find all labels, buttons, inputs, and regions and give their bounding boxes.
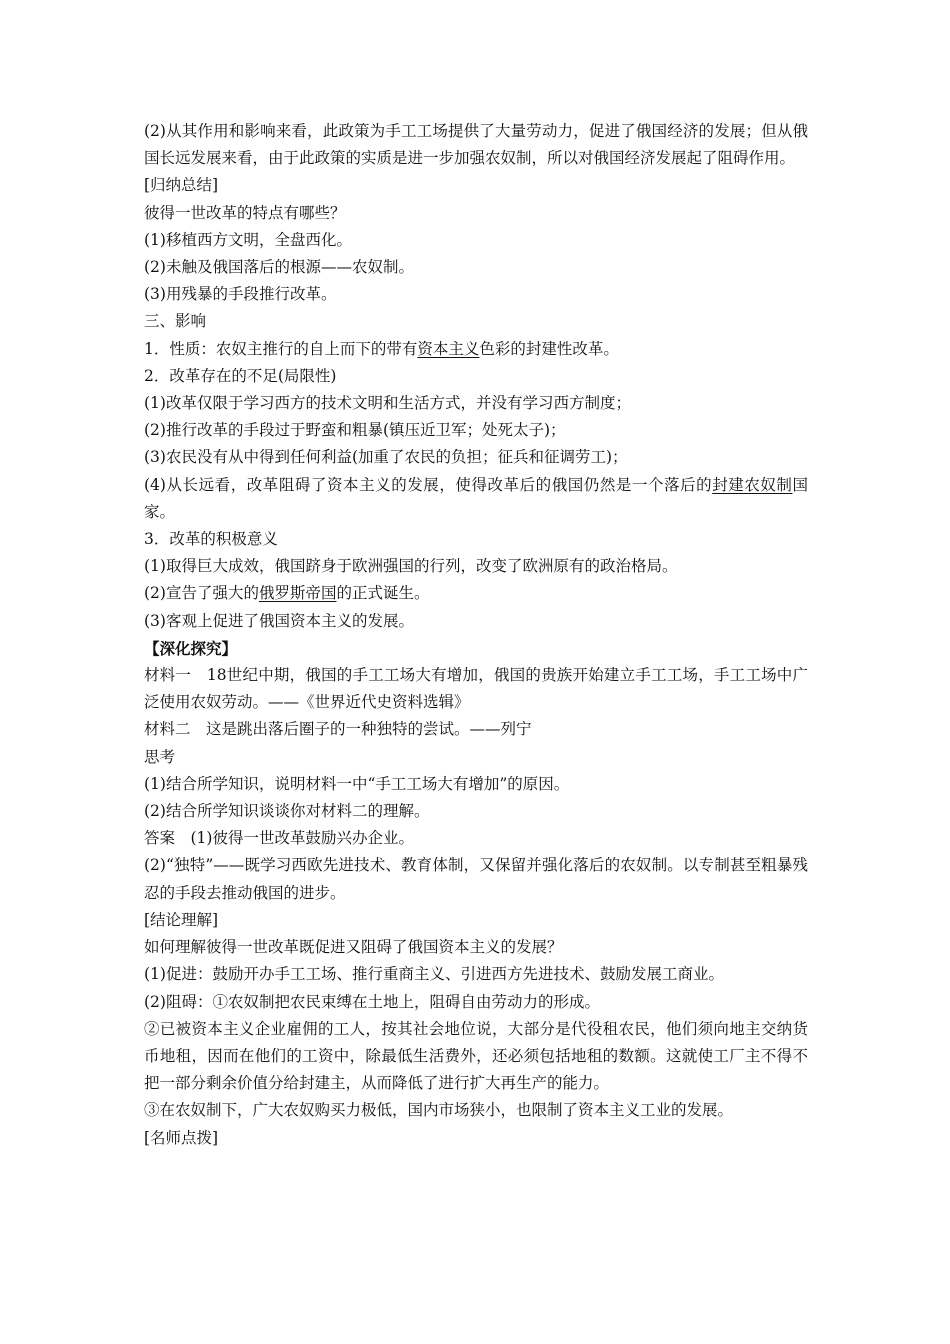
positive-item-1: (1)取得巨大成效，俄国跻身于欧洲强国的行列，改变了欧洲原有的政治格局。 bbox=[144, 557, 678, 576]
positive-2-text-a: (2)宣告了强大的 bbox=[144, 584, 259, 603]
heading-conclusion: [结论理解] bbox=[144, 910, 219, 929]
limitation-item-3: (3)农民没有从中得到任何利益(加重了农民的负担；征兵和征调劳工)； bbox=[144, 448, 628, 467]
conclusion-hinder-1: (2)阻碍：①农奴制把农民束缚在土地上，阻碍自由劳动力的形成。 bbox=[144, 992, 600, 1011]
limitation-item-4 bbox=[144, 472, 808, 526]
feature-item-1: (1)移植西方文明，全盘西化。 bbox=[144, 230, 352, 249]
underlined-russian-empire: 俄罗斯帝国 bbox=[258, 584, 337, 603]
positive-item-2 bbox=[144, 580, 808, 607]
limitation-4-text-a: (4)从长远看，改革阻碍了资本主义的发展，使得改革后的俄国仍然是一个落后的 bbox=[144, 475, 713, 494]
positive-heading: 3．改革的积极意义 bbox=[144, 530, 278, 549]
limitation-item-2: (2)推行改革的手段过于野蛮和粗暴(镇压近卫军；处死太子)； bbox=[144, 421, 566, 440]
limitation-4-text-b: 国家。 bbox=[144, 475, 808, 521]
feature-item-2: (2)未触及俄国落后的根源——农奴制。 bbox=[144, 258, 414, 277]
heading-teacher-tips: [名师点拨] bbox=[144, 1128, 219, 1147]
positive-item-3: (3)客观上促进了俄国资本主义的发展。 bbox=[144, 611, 414, 630]
limitations-heading: 2．改革存在的不足(局限性) bbox=[144, 366, 337, 385]
positive-2-text-b: 的正式诞生。 bbox=[336, 584, 430, 603]
conclusion-question: 如何理解彼得一世改革既促进又阻碍了俄国资本主义的发展？ bbox=[144, 938, 563, 957]
conclusion-promote: (1)促进：鼓励开办手工工场、推行重商主义、引进西方先进技术、鼓励发展工商业。 bbox=[144, 965, 724, 984]
material-two: 材料二 这是跳出落后圈子的一种独特的尝试。——列宁 bbox=[144, 720, 532, 739]
conclusion-hinder-2: ②已被资本主义企业雇佣的工人，按其社会地位说，大部分是代役租农民，他们须向地主交纳货币地租，因而在他们的工资中，除最低生活费外，还必须包括地租的数额。这就使工厂主不得不把一部分剩余价值分给封建主，从而降低了进行扩大再生产的能力。 bbox=[144, 1019, 808, 1093]
heading-summary: [归纳总结] bbox=[144, 176, 219, 195]
conclusion-hinder-3: ③在农奴制下，广大农奴购买力极低，国内市场狭小，也限制了资本主义工业的发展。 bbox=[144, 1101, 734, 1120]
underlined-feudal-serfdom: 封建农奴制 bbox=[712, 475, 793, 494]
paragraph-policy-effect: (2)从其作用和影响来看，此政策为手工工场提供了大量劳动力，促进了俄国经济的发展；但从俄国长远发展来看，由于此政策的实质是进一步加强农奴制，所以对俄国经济发展起了阻碍作用。 bbox=[144, 122, 808, 168]
section-heading-influence: 三、影响 bbox=[144, 312, 207, 331]
think-heading: 思考 bbox=[144, 747, 176, 766]
think-question-1: (1)结合所学知识，说明材料一中“手工工场大有增加”的原因。 bbox=[144, 774, 570, 793]
feature-item-3: (3)用残暴的手段推行改革。 bbox=[144, 285, 337, 304]
material-one: 材料一 18世纪中期，俄国的手工工场大有增加，俄国的贵族开始建立手工工场，手工工场中广泛使用农奴劳动。——《世界近代史资料选辑》 bbox=[144, 666, 808, 712]
answer-2: (2)“独特”——既学习西欧先进技术、教育体制，又保留并强化落后的农奴制。以专制甚至粗暴残忍的手段去推动俄国的进步。 bbox=[144, 856, 808, 902]
answer-1: 答案 (1)彼得一世改革鼓励兴办企业。 bbox=[144, 829, 414, 848]
document-body bbox=[144, 118, 808, 1152]
underlined-capitalism: 资本主义 bbox=[417, 339, 480, 358]
heading-deep-inquiry: 【深化探究】 bbox=[144, 638, 238, 658]
nature-text-a: 1．性质：农奴主推行的自上而下的带有 bbox=[144, 339, 418, 358]
nature-line bbox=[144, 336, 808, 363]
limitation-item-1: (1)改革仅限于学习西方的技术文明和生活方式，并没有学习西方制度； bbox=[144, 394, 631, 413]
question-features: 彼得一世改革的特点有哪些？ bbox=[144, 203, 346, 222]
think-question-2: (2)结合所学知识谈谈你对材料二的理解。 bbox=[144, 802, 430, 821]
nature-text-b: 色彩的封建性改革。 bbox=[479, 339, 619, 358]
